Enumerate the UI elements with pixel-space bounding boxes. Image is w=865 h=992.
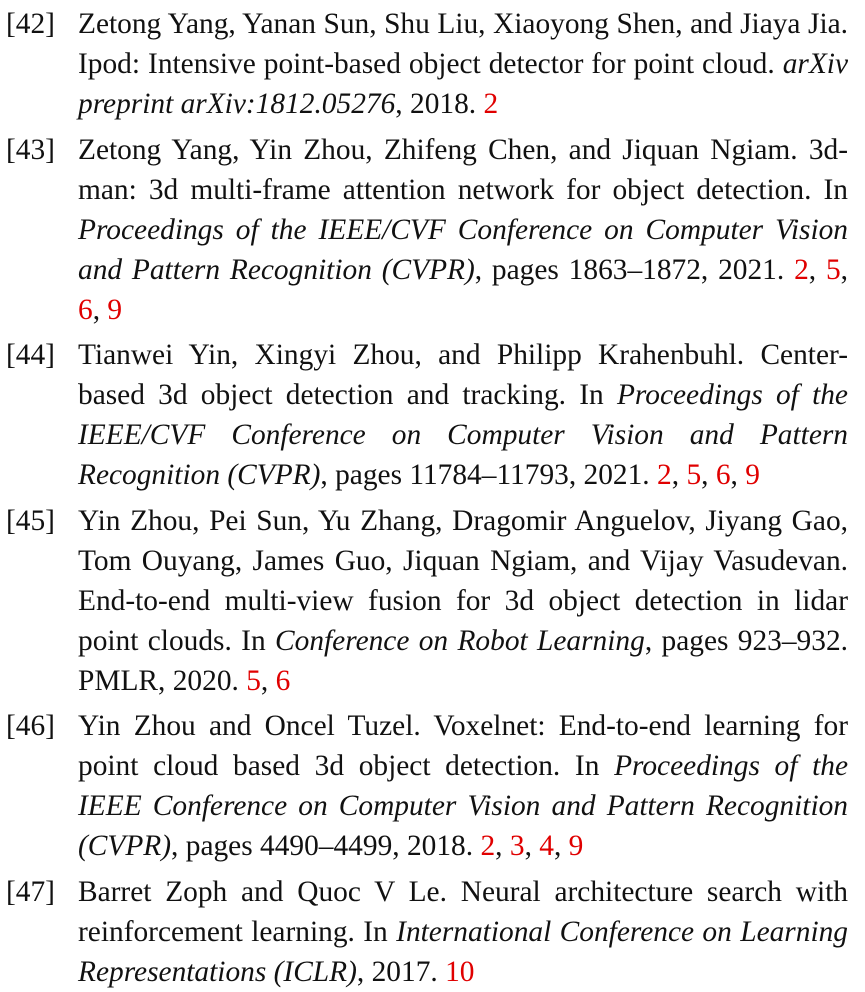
reference-46	[0, 706, 865, 866]
reference-authors: Zetong Yang, Yin Zhou, Zhifeng Chen, and Jiquan Ngiam.	[78, 133, 798, 166]
reference-authors: Yin Zhou and Oncel Tuzel.	[78, 710, 421, 742]
reference-body: Tianwei Yin, Xingyi Zhou, and Philipp Krahenbuhl. Center-based 3d object detection and tracking. In Proceedings of the IEEE/CVF Conference on Computer Vision and Pattern Recognition (CVPR), pages 11784–11793, 2021. 2, 5, 6, 9	[78, 339, 848, 491]
reference-details: , 2017.	[356, 955, 438, 988]
reference-47	[0, 872, 865, 992]
reference-number: [45]	[6, 504, 55, 537]
reference-venue: Proceedings of the IEEE/CVF Conference on Computer Vision and Pattern Recognition (CVPR)	[78, 213, 848, 286]
backref-link[interactable]: 5	[825, 253, 841, 286]
reference-authors: Tianwei Yin, Xingyi Zhou, and Philipp Krahenbuhl.	[78, 339, 745, 371]
reference-venue: Conference on Robot Learning	[275, 624, 645, 657]
reference-body: Yin Zhou and Oncel Tuzel. Voxelnet: End-to-end learning for point cloud based 3d object detection. In Proceedings of the IEEE Conference on Computer Vision and Pattern Recognition (CVPR), pages 4490–4499, 2018. 2, 3, 4, 9	[78, 710, 848, 862]
backref-link[interactable]: 2	[483, 88, 499, 120]
reference-body: Yin Zhou, Pei Sun, Yu Zhang, Dragomir Anguelov, Jiyang Gao, Tom Ouyang, James Guo, Jiquan Ngiam, and Vijay Vasudevan. End-to-end multi-view fusion for 3d object detection in lidar point clouds. In Conference on Robot Learning, pages 923–932. PMLR, 2020. 5, 6	[78, 504, 848, 697]
reference-body: Zetong Yang, Yin Zhou, Zhifeng Chen, and Jiquan Ngiam. 3d-man: 3d multi-frame attention network for object detection. In Proceedings of the IEEE/CVF Conference on Computer Vision and Pattern Recognition (CVPR), pages 1863–1872, 2021. 2, 5, 6, 9	[78, 133, 848, 326]
reference-authors: Zetong Yang, Yanan Sun, Shu Liu, Xiaoyong Shen, and Jiaya Jia.	[78, 8, 848, 40]
reference-venue: International Conference on Learning Representations (ICLR)	[78, 915, 848, 988]
reference-venue: Proceedings of the IEEE/CVF Conference on Computer Vision and Pattern Recognition (CVPR)	[78, 379, 848, 491]
reference-details: , pages 11784–11793, 2021.	[320, 459, 650, 491]
reference-number: [46]	[6, 710, 55, 742]
reference-number: [47]	[6, 875, 55, 908]
reference-number: [42]	[6, 8, 55, 40]
reference-body	[78, 872, 848, 992]
backref-link[interactable]: 10	[445, 955, 475, 988]
reference-45	[0, 501, 865, 701]
reference-title: End-to-end multi-view fusion for 3d object detection in lidar point clouds. In	[78, 584, 848, 657]
reference-title: Center-based 3d object detection and tracking. In	[78, 339, 848, 411]
reference-authors: Barret Zoph and Quoc V Le.	[78, 875, 447, 908]
reference-details: , pages 923–932. PMLR, 2020.	[78, 624, 848, 697]
reference-number: [43]	[6, 133, 55, 166]
backref-link[interactable]: 2	[480, 830, 496, 862]
reference-venue: Proceedings of the IEEE Conference on Computer Vision and Pattern Recognition (CVPR)	[78, 750, 848, 862]
reference-title: Voxelnet: End-to-end learning for point cloud based 3d object detection. In	[78, 710, 848, 782]
backref-link[interactable]: 6	[275, 664, 291, 697]
backref-link[interactable]: 2	[657, 459, 672, 491]
reference-authors: Yin Zhou, Pei Sun, Yu Zhang, Dragomir Anguelov, Jiyang Gao, Tom Ouyang, James Guo, Jiquan Ngiam, and Vijay Vasudevan.	[78, 504, 848, 577]
reference-details: , pages 1863–1872, 2021.	[474, 253, 785, 286]
reference-details: , 2018.	[395, 88, 477, 120]
backref-link[interactable]: 5	[686, 459, 702, 491]
reference-42	[0, 4, 865, 124]
backref-link[interactable]: 5	[246, 664, 261, 697]
reference-44	[0, 335, 865, 495]
reference-body	[78, 4, 848, 124]
reference-details: , pages 4490–4499, 2018.	[171, 830, 474, 862]
backref-link[interactable]: 2	[794, 253, 809, 286]
reference-43	[0, 130, 865, 330]
backref-link[interactable]: 4	[539, 830, 554, 862]
reference-number: [44]	[6, 339, 55, 371]
reference-title: Neural architecture search with reinforcement learning. In	[78, 875, 848, 948]
backref-link[interactable]: 9	[568, 830, 584, 862]
backref-link[interactable]: 9	[107, 293, 123, 326]
reference-venue: arXiv preprint arXiv:1812.05276	[78, 48, 848, 120]
backref-link[interactable]: 6	[715, 459, 731, 491]
reference-title: Ipod: Intensive point-based object detector for point cloud.	[78, 48, 775, 80]
backref-link[interactable]: 9	[745, 459, 760, 491]
backref-link[interactable]: 6	[78, 293, 93, 326]
reference-title: 3d-man: 3d multi-frame attention network for object detection. In	[78, 133, 848, 206]
backref-link[interactable]: 3	[509, 830, 525, 862]
